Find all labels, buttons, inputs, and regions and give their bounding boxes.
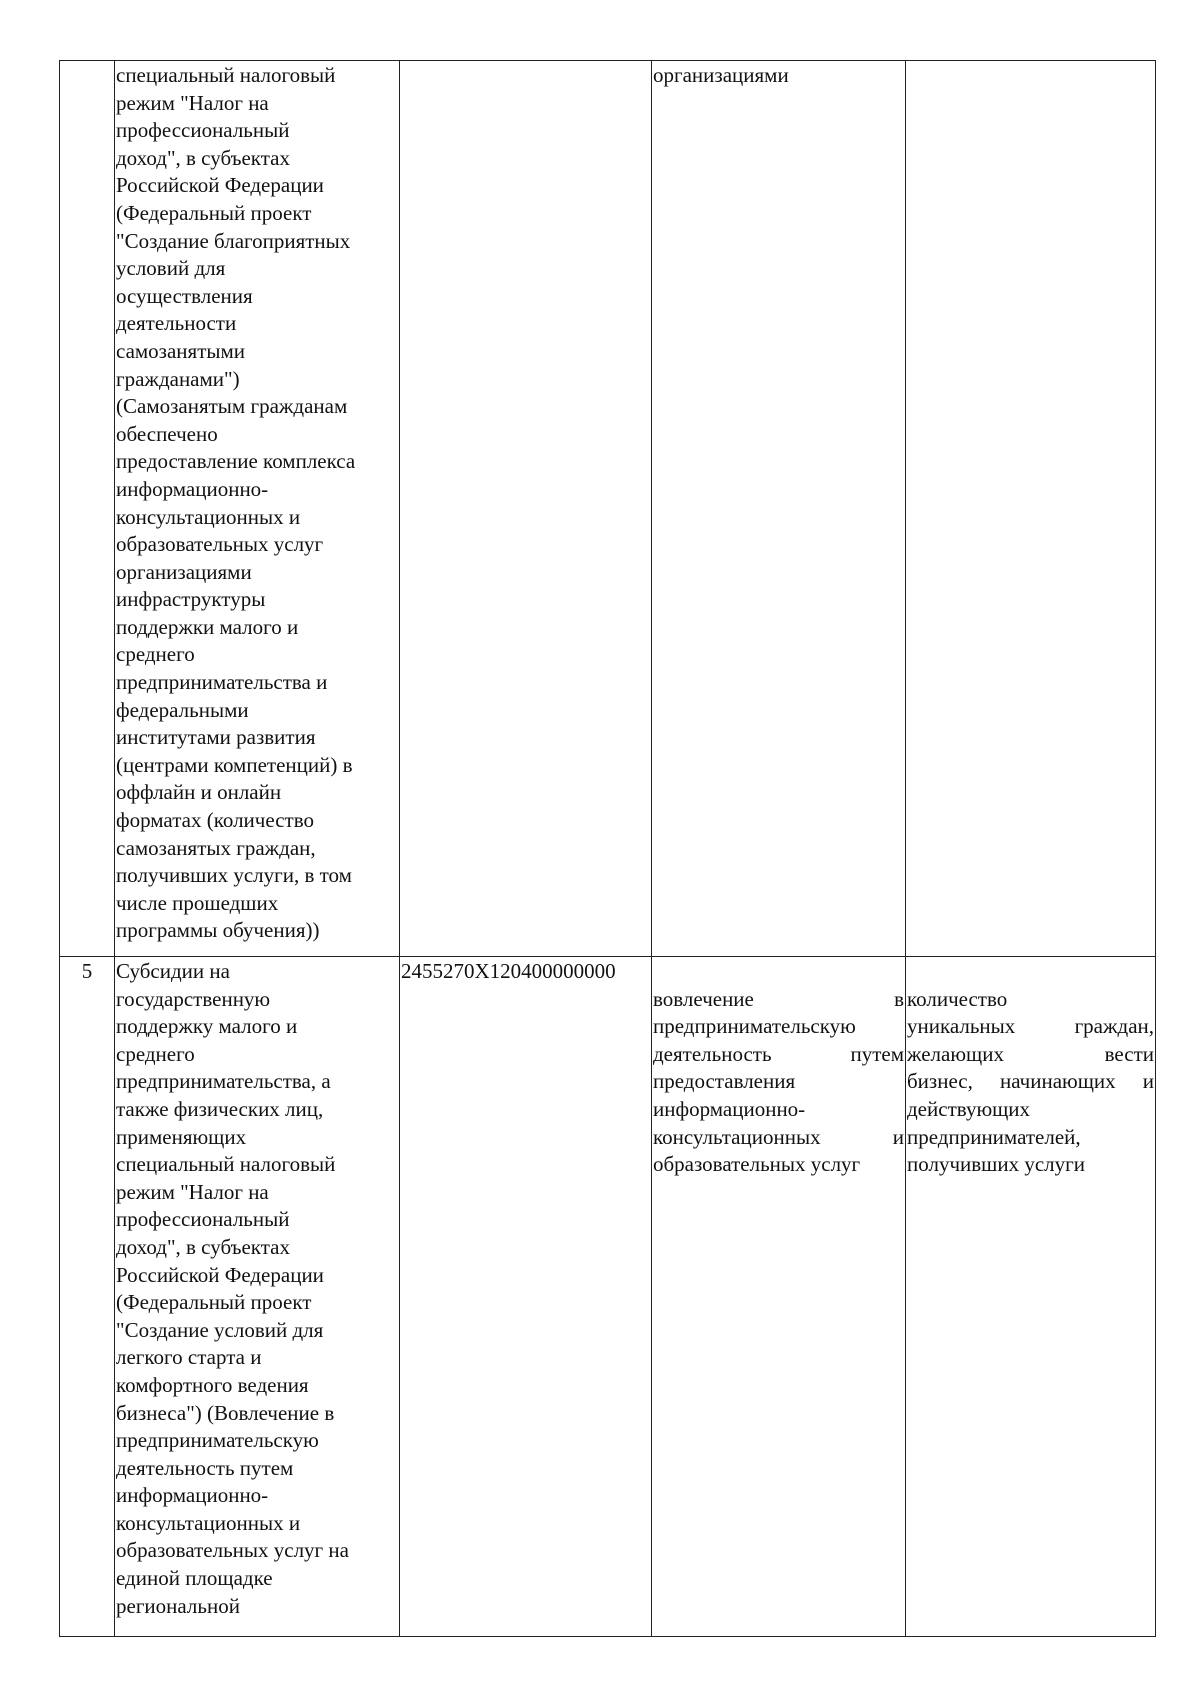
word: желающих — [907, 1041, 1004, 1066]
word: граждан, — [1074, 1014, 1154, 1039]
indicator-lines — [907, 986, 1154, 1179]
word: предоставления — [653, 1069, 796, 1094]
text-line — [653, 1151, 904, 1179]
budget-code: 2455270X120400000000 — [400, 957, 652, 1637]
measure-name: Субсидии на государственную поддержку малого и среднего предпринимательства, а также физических лиц, применяющих специальный налоговый режим "Налог на профессиональный доход", в субъектах Российской Федерации (Федеральный проект "Создание условий для легкого старта и комфортного ведения бизнеса") (Вовлечение в предпринимательскую деятельность путем информационно- консультационных и образовательных услуг на единой площадке региональной — [115, 957, 400, 1637]
text-line — [653, 1068, 904, 1096]
budget-code — [400, 61, 652, 957]
measure-content: организациями — [652, 61, 906, 957]
text-line — [653, 1013, 904, 1041]
table-row — [60, 61, 1156, 957]
word: и — [1142, 1069, 1154, 1094]
row-number — [60, 61, 115, 957]
word: в — [894, 986, 904, 1011]
word: информационно- — [653, 1096, 806, 1121]
word: деятельность — [653, 1041, 772, 1066]
word: получивших услуги — [907, 1152, 1085, 1177]
row-number: 5 — [60, 957, 115, 1637]
text-line — [907, 1096, 1154, 1124]
word: начинающих — [999, 1069, 1116, 1094]
word: бизнес, — [907, 1069, 973, 1094]
text-line — [907, 1041, 1154, 1069]
table-row — [60, 957, 1156, 1637]
word: количество — [907, 986, 1008, 1011]
word: и — [892, 1124, 904, 1149]
text-line — [907, 1151, 1154, 1179]
word: уникальных — [907, 1014, 1016, 1039]
word: предпринимателей, — [907, 1124, 1081, 1149]
text-line — [653, 986, 904, 1014]
word: вести — [1104, 1041, 1154, 1066]
text-line — [907, 1013, 1154, 1041]
text-line — [907, 1124, 1154, 1152]
result-indicator — [906, 61, 1156, 957]
measures-table — [59, 60, 1156, 1637]
text-line — [653, 1124, 904, 1152]
measure-content — [652, 957, 906, 1637]
word: вовлечение — [653, 986, 754, 1011]
result-indicator — [906, 957, 1156, 1637]
text-line — [907, 1068, 1154, 1096]
content-lines — [653, 986, 904, 1179]
word: действующих — [907, 1096, 1031, 1121]
word: консультационных — [653, 1124, 821, 1149]
word: предпринимательскую — [653, 1014, 856, 1039]
text-line — [653, 1041, 904, 1069]
text-line — [907, 986, 1154, 1014]
word: путем — [850, 1041, 904, 1066]
word: образовательных услуг — [653, 1152, 861, 1177]
measure-name: специальный налоговый режим "Налог на профессиональный доход", в субъектах Российской Федерации (Федеральный проект "Создание благоприятных условий для осуществления деятельности самозанятыми гражданами") (Самозанятым гражданам обеспечено предоставление комплекса информационно- консультационных и образовательных услуг организациями инфраструктуры поддержки малого и среднего предпринимательства и федеральными институтами развития (центрами компетенций) в оффлайн и онлайн форматах (количество самозанятых граждан, получивших услуги, в том числе прошедших программы обучения)) — [115, 61, 400, 957]
text-line — [653, 1096, 904, 1124]
